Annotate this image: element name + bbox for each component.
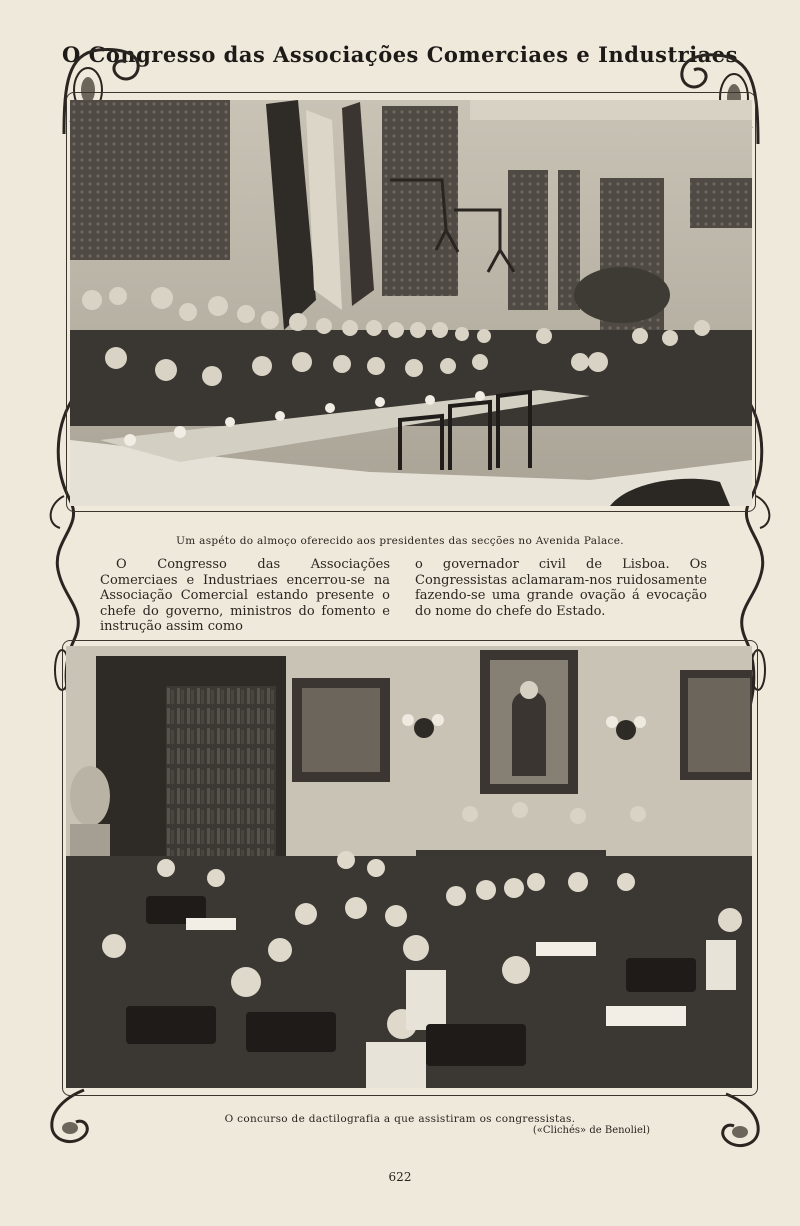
photo-caption-banquet: Um aspéto do almoço oferecido aos presidentes das secções no Avenida Palace. [176, 535, 624, 547]
photo-banquet [70, 100, 752, 506]
page-number: 622 [388, 1170, 412, 1184]
photo-credit: («Clichés» de Benoliel) [532, 1125, 650, 1136]
article-paragraph-left: O Congresso das Associações Comerciaes e Industriaes encerrou-se na Associação Comercial estando presente o chefe do governo, ministros do fomento e instrução assim como [100, 557, 390, 634]
photo-caption-typing-contest: O concurso de dactilografia a que assistiram os congressistas. [224, 1113, 576, 1125]
photo-typing-contest [66, 646, 752, 1088]
article-paragraph-right: o governador civil de Lisboa. Os Congressistas aclamaram-nos ruidosamente fazendo-se uma grande ovação á evocação do nome do chefe do Estado. [415, 557, 707, 619]
page-title: O Congresso das Associações Comerciaes e Industriaes [62, 42, 738, 67]
